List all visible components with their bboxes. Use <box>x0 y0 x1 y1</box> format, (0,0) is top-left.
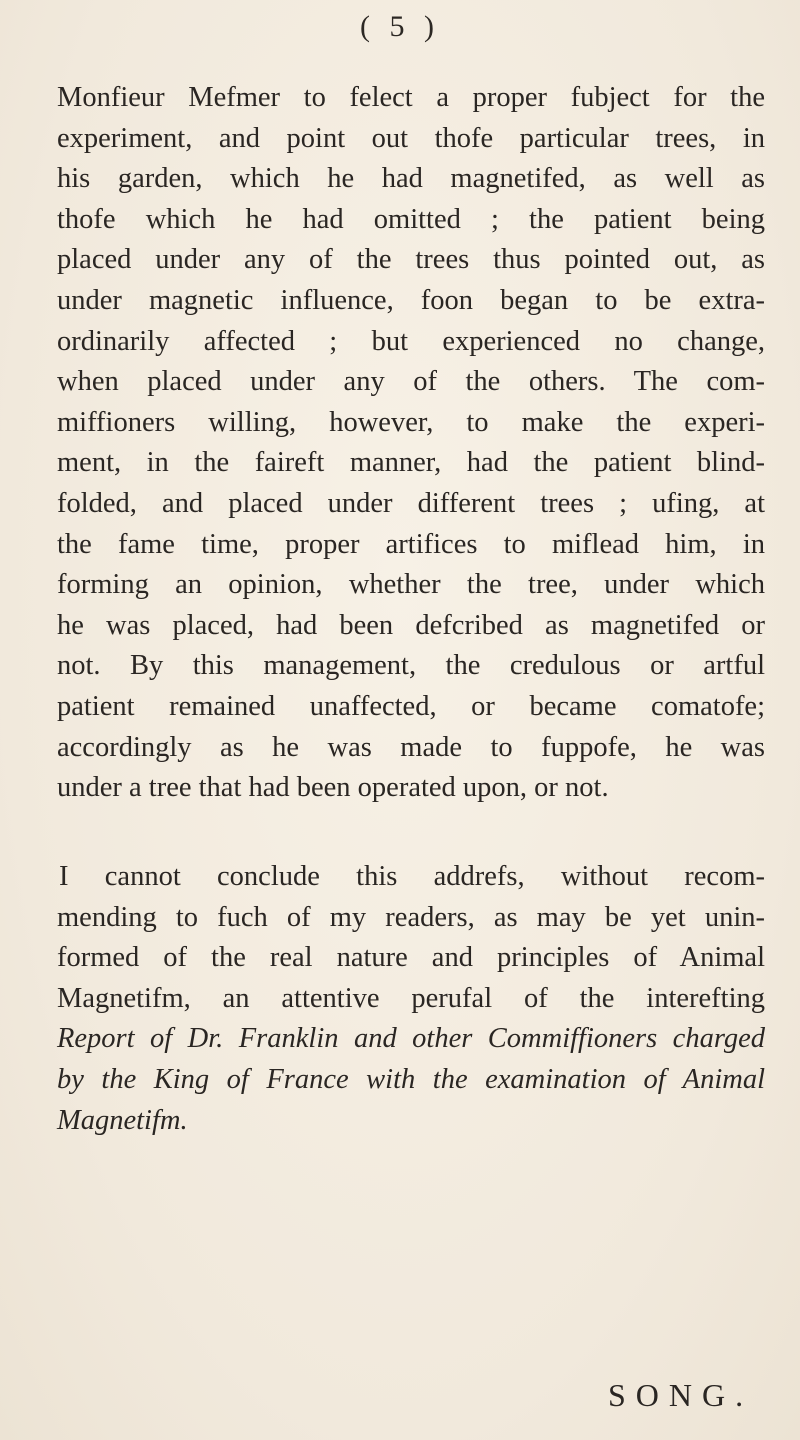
text-line: accordingly as he was made to fuppofe, he was <box>57 731 765 763</box>
text-line: miffioners willing, however, to make the experi- <box>57 406 765 438</box>
text-line: Magnetifm, an attentive perufal of the interefting <box>57 982 765 1014</box>
paragraph-experiment <box>57 78 765 809</box>
text-line: under a tree that had been operated upon, or not. <box>57 772 609 804</box>
text-line: Monfieur Mefmer to felect a proper fubject for the <box>57 82 765 113</box>
text-line: mending to fuch of my readers, as may be yet unin- <box>57 901 765 933</box>
text-line: the fame time, proper artifices to miflead him, in <box>57 528 765 560</box>
text-line: forming an opinion, whether the tree, under which <box>57 569 765 601</box>
italic-citation-line: Report of Dr. Franklin and other Commiffioners charged <box>57 1023 765 1055</box>
text-line: ordinarily affected ; but experienced no change, <box>57 325 765 357</box>
text-line: experiment, and point out thofe particular trees, in <box>57 122 765 154</box>
text-line: I cannot conclude this addrefs, without recom- <box>59 861 765 892</box>
italic-citation-line: by the King of France with the examination of Animal <box>57 1063 765 1095</box>
italic-citation-line: Magnetifm. <box>57 1104 188 1136</box>
catchword: SONG. <box>608 1377 754 1413</box>
text-line: folded, and placed under different trees ; ufing, at <box>57 487 765 519</box>
paragraph-conclusion <box>57 857 765 1141</box>
text-line: formed of the real nature and principles of Animal <box>57 942 765 974</box>
text-line: when placed under any of the others. The com- <box>57 366 765 398</box>
text-line: he was placed, had been defcribed as magnetifed or <box>57 609 765 641</box>
text-line: patient remained unaffected, or became comatofe; <box>57 690 765 722</box>
text-line: under magnetic influence, foon began to be extra- <box>57 284 765 316</box>
page-number: ( 5 ) <box>360 10 440 43</box>
text-line: thofe which he had omitted ; the patient being <box>57 203 765 235</box>
text-line: not. By this management, the credulous or artful <box>57 650 765 682</box>
text-line: his garden, which he had magnetifed, as well as <box>57 163 765 195</box>
text-line: placed under any of the trees thus pointed out, as <box>57 244 765 276</box>
text-line: ment, in the faireft manner, had the patient blind- <box>57 447 765 479</box>
